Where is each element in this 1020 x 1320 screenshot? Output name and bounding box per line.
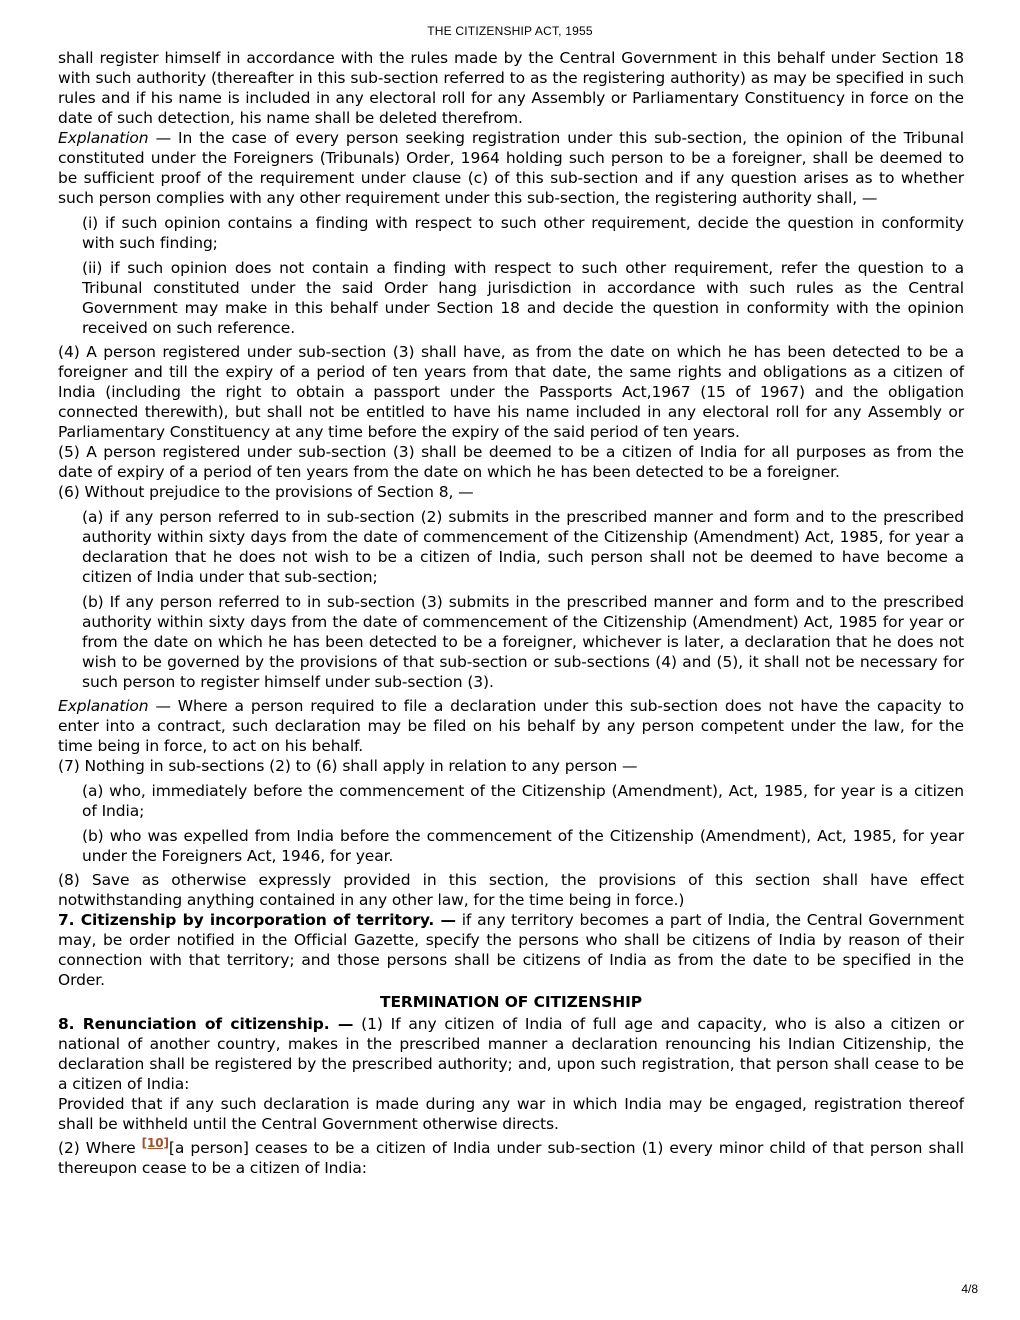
section-8-heading: 8. Renunciation of citizenship. — [58,1015,354,1033]
subsection-7: (7) Nothing in sub-sections (2) to (6) shall apply in relation to any person — [58,757,638,775]
section-7-text: if any territory becomes a part of India, the Central Government may, be order notified in the Official Gazette, specify the persons who shall be citizens of India by reason of their connection with that territory; and those persons shall be citizens of India as from the date to be specified in the Order. [58,911,965,989]
section-title: TERMINATION OF CITIZENSHIP [379,993,643,1011]
explanation-label: Explanation [58,697,149,715]
explanation-2 [58,696,964,756]
section-8-text: (1) If any citizen of India of full age and capacity, who is also a citizen or national of another country, makes in the prescribed manner a declaration renouncing his Indian Citizenship, the declaration shall be registered by the prescribed authority; and, upon such registration, that person shall cease to be a citizen of India: [58,1015,964,1093]
running-header: THE CITIZENSHIP ACT, 1955 [427,24,593,38]
clause-6a: (a) if any person referred to in sub-section (2) submits in the prescribed manner and form and to the prescribed authority within sixty days from the date of commencement of the Citizenship (Amendment) Act, 1985, for year a declaration that he does not wish to be a citizen of India, such person shall not be deemed to have become a citizen of India under that sub-section; [82,508,964,586]
explanation-text: In the case of every person seeking registration under this sub-section, the opinion of the Tribunal constituted under the Foreigners (Tribunals) Order, 1964 holding such person to be a foreigner, shall be deemed to be sufficient proof of the requirement under clause (c) of this sub-section and if any question arises as to whether such person complies with any other requirement under this sub-section, the registering authority shall, — [58,129,964,207]
subsection-4: (4) A person registered under sub-section (3) shall have, as from the date on which he has been detected to be a foreigner and till the expiry of a period of ten years from that date, the same rights and obligations as a citizen of India (including the right to obtain a passport under the Passports Act,1967 (15 of 1967) and the obligation connected therewith), but shall not be entitled to have his name included in any electoral roll for any Assembly or Parliamentary Constituency at any time before the expiry of the said period of ten years. [58,343,964,441]
document-body [58,48,964,1178]
explanation-label: Explanation — [58,129,171,147]
clause-i: (i) if such opinion contains a finding with respect to such other requirement, decide the question in conformity with such finding; [82,214,964,252]
section-7-heading: 7. Citizenship by incorporation of territory. — [58,911,456,929]
subsection-5: (5) A person registered under sub-section (3) shall be deemed to be a citizen of India for all purposes as from the date of expiry of a period of ten years from the date on which he has been detected to be a foreigner. [58,443,964,481]
page-number: 4/8 [961,1282,978,1296]
clause-6b: (b) If any person referred to in sub-section (3) submits in the prescribed manner and form and to the prescribed authority within sixty days from the date of commencement of the Citizenship (Amendment) Act, 1985 for year or from the date on which he has been detected to be a foreigner, whichever is later, a declaration that he does not wish to be governed by the provisions of that sub-section or sub-sections (4) and (5), it shall not be necessary for such person to register himself under sub-section (3). [82,593,964,691]
explanation-1 [58,128,964,208]
footnote-link[interactable]: [10] [141,1135,169,1150]
clause-7a: (a) who, immediately before the commencement of the Citizenship (Amendment), Act, 1985, for year is a citizen of India; [82,782,964,820]
paragraph-registration: shall register himself in accordance with the rules made by the Central Government in this behalf under Section 18 with such authority (thereafter in this sub-section referred to as the registering authority) as may be specified in such rules and if his name is included in any electoral roll for any Assembly or Parliamentary Constituency in force on the date of such detection, his name shall be deleted therefrom. [58,49,964,127]
subsection-8: (8) Save as otherwise expressly provided in this section, the provisions of this section shall have effect notwithstanding anything contained in any other law, for the time being in force.) [58,871,964,909]
clause-ii: (ii) if such opinion does not contain a finding with respect to such other requirement, refer the question to a Tribunal constituted under the said Order hang jurisdiction in accordance with such rules as the Central Government may make in this behalf under Section 18 and decide the question in conformity with the opinion received on such reference. [82,259,964,337]
clause-7b: (b) who was expelled from India before the commencement of the Citizenship (Amendment), Act, 1985, for year under the Foreigners Act, 1946, for year. [82,827,964,865]
proviso: Provided that if any such declaration is made during any war in which India may be engaged, registration thereof shall be withheld until the Central Government otherwise directs. [58,1095,964,1133]
subsection-8-2-before: (2) Where [58,1139,142,1157]
subsection-6: (6) Without prejudice to the provisions of Section 8, — [58,483,474,501]
subsection-8-2-after: [a person] ceases to be a citizen of India under sub-section (1) every minor child of that person shall thereupon cease to be a citizen of India: [58,1139,964,1177]
subsection-8-2 [58,1135,964,1178]
explanation-text: — Where a person required to file a declaration under this sub-section does not have the capacity to enter into a contract, such declaration may be filed on his behalf by any person competent under the law, for the time being in force, to act on his behalf. [58,697,964,755]
section-8 [58,1014,964,1094]
section-7 [58,910,964,990]
